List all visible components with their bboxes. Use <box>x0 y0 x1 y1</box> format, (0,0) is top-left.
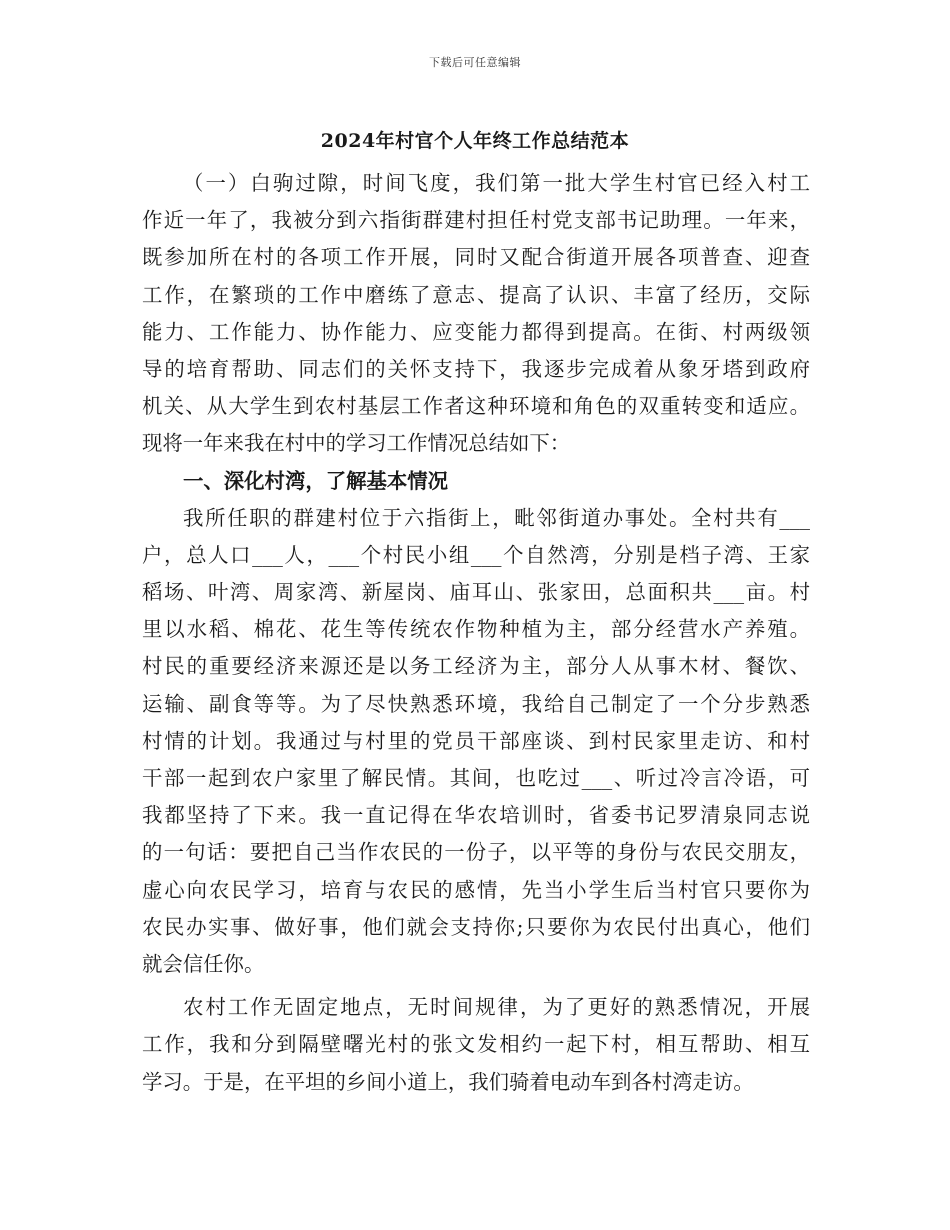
text-line: 村情的计划。我通过与村里的党员干部座谈、到村民家里走访、和村 <box>142 728 810 753</box>
text-line: 村民的重要经济来源还是以务工经济为主，部分人从事木材、餐饮、 <box>142 654 810 679</box>
text-line: 能力、工作能力、协作能力、应变能力都得到提高。在街、村两级领 <box>142 319 810 344</box>
text-line: 里以水稻、棉花、花生等传统农作物种植为主，部分经营水产养殖。 <box>142 617 810 642</box>
document-body <box>142 165 810 1101</box>
text-line: 农民办实事、做好事，他们就会支持你;只要你为农民付出真心，他们 <box>142 914 810 939</box>
page-header: 下载后可任意编辑 <box>429 56 521 69</box>
text-line: 机关、从大学生到农村基层工作者这种环境和角色的双重转变和适应。 <box>142 394 810 419</box>
document-title: 2024年村官个人年终工作总结范本 <box>320 130 630 152</box>
text-line: 我所任职的群建村位于六指街上，毗邻街道办事处。全村共有___ <box>183 505 810 530</box>
text-line: （一）白驹过隙，时间飞度，我们第一批大学生村官已经入村工 <box>183 171 810 195</box>
text-line: 虚心向农民学习，培育与农民的感情，先当小学生后当村官只要你为 <box>142 877 810 902</box>
text-line: 的一句话：要把自己当作农民的一份子，以平等的身份与农民交朋友， <box>142 840 810 865</box>
text-line: 既参加所在村的各项工作开展，同时又配合街道开展各项普查、迎查 <box>142 245 810 270</box>
text-line: 作近一年了，我被分到六指街群建村担任村党支部书记助理。一年来， <box>142 208 810 233</box>
text-line: 农村工作无固定地点，无时间规律，为了更好的熟悉情况，开展 <box>183 995 810 1020</box>
text-line: 运输、副食等等。为了尽快熟悉环境，我给自己制定了一个分步熟悉 <box>142 691 810 716</box>
text-line: 工作，我和分到隔壁曙光村的张文发相约一起下村，相互帮助、相互 <box>142 1032 810 1057</box>
text-line: 现将一年来我在村中的学习工作情况总结如下： <box>142 431 571 456</box>
text-line: 稻场、叶湾、周家湾、新屋岗、庙耳山、张家田，总面积共___亩。村 <box>142 580 810 605</box>
text-line: 户，总人口___人，___个村民小组___个自然湾，分别是档子湾、王家 <box>142 542 810 567</box>
text-line: 导的培育帮助、同志们的关怀支持下，我逐步完成着从象牙塔到政府 <box>142 356 810 381</box>
text-line: 学习。于是，在平坦的乡间小道上，我们骑着电动车到各村湾走访。 <box>142 1069 754 1094</box>
text-line: 我都坚持了下来。我一直记得在华农培训时，省委书记罗清泉同志说 <box>142 803 810 828</box>
text-line: 工作，在繁琐的工作中磨练了意志、提高了认识、丰富了经历，交际 <box>142 282 810 307</box>
text-line: 就会信任你。 <box>142 951 265 976</box>
section-heading: 一、深化村湾，了解基本情况 <box>183 468 449 493</box>
text-line: 干部一起到农户家里了解民情。其间，也吃过___、听过冷言冷语，可 <box>142 766 810 790</box>
